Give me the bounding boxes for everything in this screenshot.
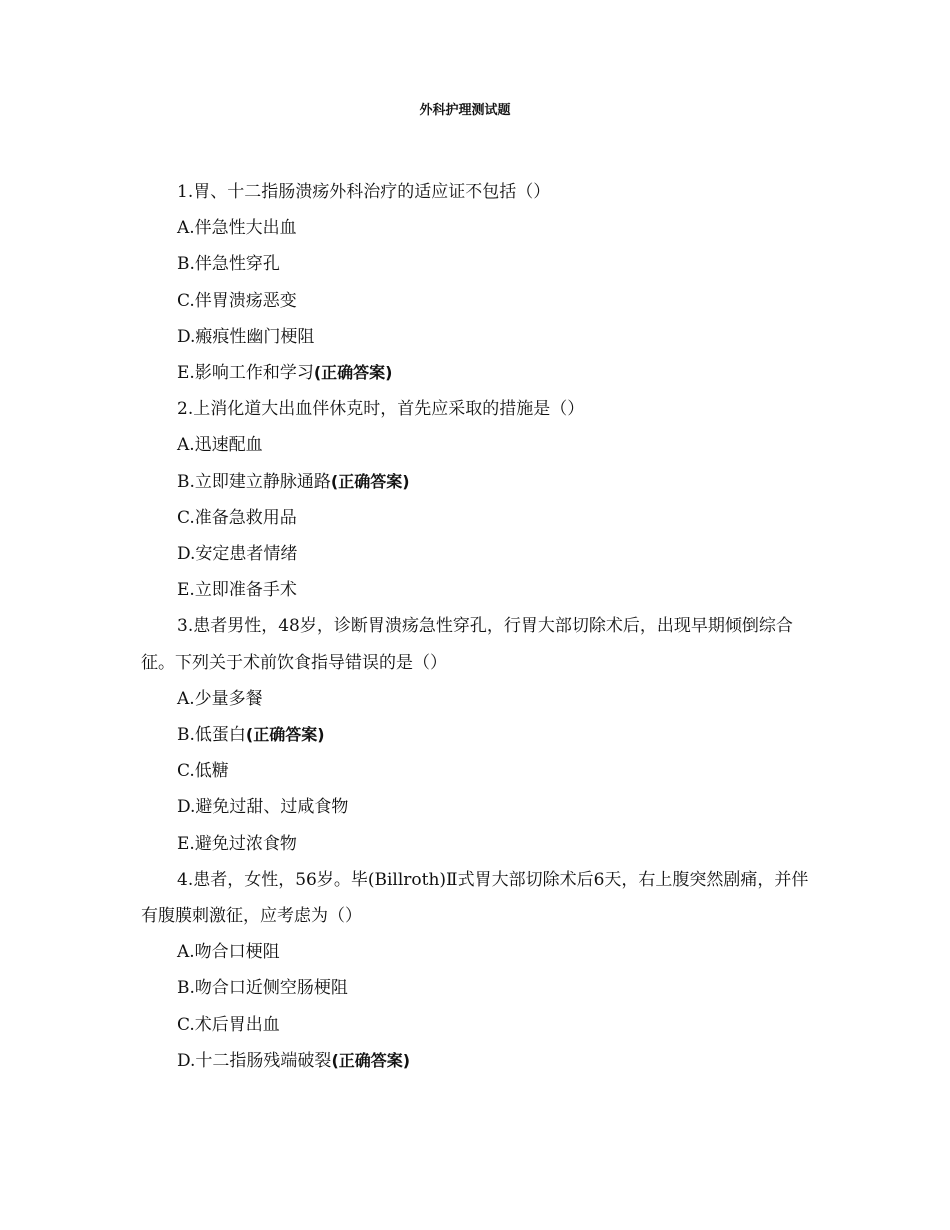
- option-text: B.伴急性穿孔: [177, 254, 280, 275]
- option-text: A.迅速配血: [177, 435, 263, 456]
- option-text: A.伴急性大出血: [177, 218, 297, 239]
- option-item-correct: [141, 355, 811, 391]
- option-item: [141, 826, 811, 862]
- correct-answer-mark: (正确答案): [245, 725, 325, 745]
- question-stem: 4.患者，女性，56岁。毕(Billroth)Ⅱ式胃大部切除术后6天，右上腹突然剧痛，并伴有腹膜刺激征，应考虑为（）: [141, 869, 809, 927]
- option-text: D.十二指肠残端破裂: [177, 1050, 332, 1071]
- option-text: B.立即建立静脉通路: [177, 471, 331, 492]
- option-item: [141, 536, 811, 572]
- question-block: [141, 608, 811, 861]
- option-text: C.准备急救用品: [177, 507, 297, 528]
- question-block: [141, 391, 811, 608]
- option-item: [141, 283, 811, 319]
- option-item: [141, 210, 811, 246]
- option-text: A.吻合口梗阻: [177, 942, 280, 963]
- question-block: [141, 862, 811, 1079]
- correct-answer-mark: (正确答案): [330, 471, 410, 491]
- option-item: [141, 970, 811, 1006]
- question-stem: 1.胃、十二指肠溃疡外科治疗的适应证不包括（）: [177, 182, 551, 202]
- option-item: [141, 753, 811, 789]
- option-text: E.影响工作和学习: [177, 363, 314, 384]
- option-item: [141, 500, 811, 536]
- option-item: [141, 1007, 811, 1043]
- correct-answer-mark: (正确答案): [313, 363, 393, 383]
- option-text: E.避免过浓食物: [177, 833, 297, 854]
- correct-answer-mark: (正确答案): [331, 1050, 411, 1070]
- question-block: [141, 174, 811, 391]
- option-item: [141, 572, 811, 608]
- question-stem: 3.患者男性，48岁，诊断胃溃疡急性穿孔，行胃大部切除术后，出现早期倾倒综合征。下列关于术前饮食指导错误的是（）: [141, 616, 793, 673]
- option-text: C.术后胃出血: [177, 1014, 280, 1035]
- option-text: B.吻合口近侧空肠梗阻: [177, 978, 348, 999]
- option-item: [141, 427, 811, 463]
- option-text: D.避免过甜、过咸食物: [177, 797, 349, 818]
- option-text: D.瘢痕性幽门梗阻: [177, 326, 315, 347]
- question-stem: 2.上消化道大出血伴休克时，首先应采取的措施是（）: [177, 399, 585, 420]
- option-item: [141, 246, 811, 282]
- option-item-correct: [141, 717, 811, 753]
- document-title: 外科护理测试题: [419, 103, 511, 118]
- question-list: [141, 174, 811, 1079]
- option-text: E.立即准备手术: [177, 580, 297, 601]
- option-item: [141, 789, 811, 825]
- option-text: C.伴胃溃疡恶变: [177, 290, 297, 311]
- option-item: [141, 934, 811, 970]
- option-item: [141, 681, 811, 717]
- option-item-correct: [141, 1043, 811, 1079]
- option-text: A.少量多餐: [177, 688, 263, 709]
- option-text: D.安定患者情绪: [177, 544, 298, 565]
- option-item: [141, 319, 811, 355]
- option-item-correct: [141, 464, 811, 500]
- option-text: C.低糖: [177, 761, 229, 782]
- option-text: B.低蛋白: [177, 725, 246, 746]
